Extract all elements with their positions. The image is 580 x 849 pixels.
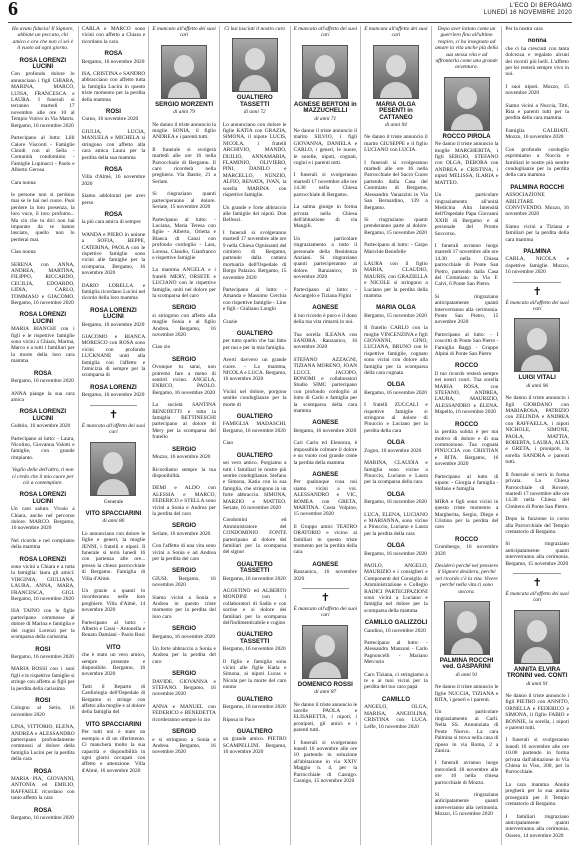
notice-text: Per la nostra cara xyxy=(505,26,543,32)
notice-text: Lo annunciano con dolore le figlie KATIA con GRAZIA, SIMONA, il nipote LUCIS, NICOLA, i fratelli ARCHIVIO, MANDO, DUILIO, ANNAMARIA, FLAMINIO, OLIVIERO, PINI, DANILO e MARCELLO, NUNZIO, ALFIO, RENATA, IVAN, la sorella MARINA con rispettive famiglie. xyxy=(222,121,287,199)
deceased-name: GUALTIERO xyxy=(236,413,273,421)
section-divider xyxy=(302,588,350,589)
notice-text: Con l'affetto di una vita sono vicini a Sonia e ad Andrea per la perdita del caro xyxy=(152,543,216,562)
notice-text: Ci hai lasciati il nostro caro xyxy=(224,26,286,32)
notice-text: Partecipano al lutto: - Laura, Nicolino, Giovanna Valotti e famiglie, con grande rimpianto. xyxy=(11,435,75,461)
deceased-name: GUALTIERO TASSETTI xyxy=(236,631,273,645)
notice-text: È mancata all'affetto dei suoi cari xyxy=(505,590,569,604)
notice-text: Il figlio e famiglia sono vicini alle figlie Katia e Simona, ai nipoti Lucas e Nicola per la morte del caro nonno xyxy=(222,658,287,691)
notice-text: DARIO LORELLA e famiglia ricordano Lucini nel ricordo della loro mamma xyxy=(81,282,146,302)
deceased-name: ROSA LORENZI LUCINI xyxy=(19,491,67,505)
notice-text: di anni 91 xyxy=(526,680,549,687)
notice-text: Partecipano al lutto: - Luciana, Maria Teresa con figlie - Alberto, Orietta e Blanca di Canzi con profondo cordoglio - Lara, Lorena, Claudio, Gianfranco e rispettive famiglie xyxy=(152,216,216,261)
page-header xyxy=(8,0,572,23)
notice-text: Un forte abbraccio a Sonia e Andrea per la perdita del caro xyxy=(152,646,216,665)
notice-text: MARIA ROSSI con i suoi figli e le rispettive famiglie si stringe con affetto ai figli per la perdita della carissima xyxy=(11,666,75,692)
deceased-name: ROSI xyxy=(35,645,51,653)
notice-text: Bergamo, 16 novembre 2020 xyxy=(222,646,286,653)
column-3 xyxy=(148,26,219,845)
notice-text: Bergamo, 16 novembre 2020 xyxy=(152,633,216,640)
deceased-name: MARIA OLGA PESENTI in CATTANEO xyxy=(376,100,416,121)
issue-date: LUNEDÌ 16 NOVEMBRE 2020 xyxy=(483,10,572,16)
deceased-name: SERGIO xyxy=(172,304,197,312)
notice-text: Un particolare ringraziamento all'unità Medicina Alta Intensità dell'Ospedale Papa Giovanni XXIII di Bergamo e al personale del Pronto Soccorso. xyxy=(434,192,499,237)
notice-text: Partecipano al lutto: Lilli Calore Visconti - Famiglie Chiodi con al Sella - Comunità condominio - Famiglie Lupinacci - Paolo e Alberto Gerosa xyxy=(11,135,75,174)
notice-text: PAOLO, ANGELO, MAURIZIO e i consiglieri e Componenti del Consiglio di Amministrazione e Collegio RADICI PARTECIPAZIONI sono vicini a Luciano e famiglia nel dolore per la scomparsa della mamma xyxy=(364,562,428,614)
notice-text: È mancato all'affetto dei suoi cari xyxy=(152,26,216,39)
notice-text: Ne danno il triste annuncio il marito GIUSEPPE e il figlio LUCIANO con LUCIA. xyxy=(364,134,428,154)
cross-icon: ✝ xyxy=(108,408,119,421)
deceased-name: PALMINA ROCCHI ved. GASPARINI xyxy=(439,657,494,671)
notice-text: Bergamo, 16 novembre 2020 xyxy=(364,389,427,396)
notice-text: Ne danno il triste annuncio la moglie SONIA, il figlio ANDREA e i parenti tutti. xyxy=(152,121,216,141)
notice-text: il tuo ricordo è puro e il dono della tua vita rimarrà in noi. xyxy=(293,312,358,326)
notice-text: un grande amico. PIETRO SCAMPELLINI. Bergamo, 16 novembre 2020 xyxy=(222,736,287,756)
notice-text: I funerali si svolgeranno martedì 17 novembre alle ore 14.30 nella Chiesa parrocchiale di Bergamo. xyxy=(293,172,358,198)
notice-text: di anni 71 xyxy=(314,115,337,122)
notice-text: I funerali si svolgeranno martedì alle ore 16 nella Parrocchiale del Sacro Cuore partendo dalla Casa del Commiato di Bergamo, Alessandro Vanazzini in Via San Bernardino, 139 a Bergamo. xyxy=(364,159,428,211)
notice-text: Si ringraziano anticipatamente quanti interverranno alla cerimonia. Mozzo, 15 novembre 2020 xyxy=(434,791,499,818)
notice-text: Con profondo dolore lo annunciano i figli CHIARA, MARINA, MARCO, LUISA, FRANCESCA e LAURA. I funerali si terranno martedì 17 novembre alle ore 10 al Tempio Votivo in Via Matris. Bergamo, 16 novembre 2020 xyxy=(11,71,75,129)
notice-text: Si ringraziano quanti prenderanno parte al dolore. Bergamo, 15 novembre 2020 xyxy=(364,216,428,236)
deceased-name: ROSA xyxy=(33,767,52,775)
notice-text: Un caro saluto. Vivaio a Chiara, anche nel percorso dolore. MARCO. Bergamo, 16 novembre 2020 xyxy=(11,506,75,532)
notice-text: È mancata all'affetto dei suoi cari xyxy=(293,26,358,39)
portrait-photo xyxy=(302,625,348,679)
notice-text: Desiderò perché nel pensiero il Signore desidera, perché nel ricordo c'è la vita. Vivere perché nella vita ci sono ancora. xyxy=(434,563,499,595)
deceased-name: VITO xyxy=(106,643,121,651)
deceased-name: SERGIO xyxy=(172,670,197,678)
notice-text: Ricordiamo sempre la tua disponibilità. xyxy=(152,466,216,479)
notice-text: Caro Tiziana, ci stringiamo a te e ai tuoi vicini per la perdita del tuo caro papà xyxy=(364,671,428,691)
notice-text: I funerali avranno luogo mercoledì 18 novembre alle ore 10 nella chiesa parrocchiale di Mozzo. xyxy=(434,760,499,786)
newspaper-name: L'ECO DI BERGAMO xyxy=(509,3,572,9)
notice-text: Si ringraziano quanti parteciperanno al dolore. Seriate, 15 novembre 2020 xyxy=(152,191,216,211)
notice-text: Bergamo, 16 novembre 2020 xyxy=(11,653,74,660)
notice-text: Il Gruppo amici TEATRO ORATORIO e vicino ai familiari in questo triste momento per la perdita della cara xyxy=(293,523,358,556)
notice-text: ISA TAINO con le figlie partecipano commosse al dolore di Marina e famiglia e dei cugini Lorenzi per la scomparsa della carissima xyxy=(11,608,75,641)
notice-text: Si ringraziano anticipatamente quanti interverranno alla cerimonia. Ponte San Pietro, 15 novembre 2020 xyxy=(434,293,499,326)
notice-text: DEMI e ALDO con ALESSIA e MARCO, FEDERICO e STELLA sono vicini a Sonia e Andrea per la perdita del caro xyxy=(152,485,216,517)
deceased-name: ROSA LORENZI xyxy=(90,383,137,391)
notice-text: Siamo vicini a Sonia e Andrea in questo triste momento per la perdita del loro caro xyxy=(152,594,216,620)
notice-text: Seriate, 16 novembre 2020 xyxy=(152,530,211,537)
notice-text: GIULIA, LUCIA, MANUELA e MICHELA si stringono con affetto alla cara amica Laura per la perdita della sua mamma xyxy=(81,128,146,161)
notice-text: Ciao zio xyxy=(152,344,171,351)
notice-text: Ovunque tu sarai, non potremo fare a meno di sentirti vicino. ANGELA, ENRICO, PAOLO. Bergamo, 16 novembre 2020 xyxy=(152,364,216,396)
deceased-name: SERGIO xyxy=(172,625,197,633)
notice-text: LUCA, ELENA, LUCIANO e MARIANNA, sono vicine a Pinuccio, Luciano e Laura per la perdita della cara xyxy=(364,511,428,537)
notice-text: le persone non si perdono mai se le hai nel cuore. Puoi perdere la loro presenza, la loro voce, il loro profumo... Ma ciò che tu dici non hai imparato da te hanno lasciato, quello non lo perderai mai. xyxy=(11,191,75,243)
notice-text: sei vero amico. Porgiamo a tutti i familiari le nostre più sentite condoglianze. Stefano e Simona, Katia con la sua famiglia, che stringono in un forte abbraccio. SIMONA, MARZIO e MATTEO. Seriate, 16 novembre 2020 xyxy=(222,460,287,511)
notice-text: la più cara amica di sempre xyxy=(81,219,141,226)
notice-text: Ciao nonna xyxy=(11,249,36,256)
notice-text: che è stato un vero amico, sempre presente e disponibile. Bergamo, 16 novembre 2020 xyxy=(81,652,146,678)
deceased-name: ROCCO xyxy=(455,420,479,428)
notice-text: di anni 80 xyxy=(102,518,125,525)
notice-text: DAVIDE, GIOVANNA e STEFANO. Bergamo, 16 novembre 2020 xyxy=(152,678,216,698)
deceased-name: OLGA xyxy=(387,381,405,389)
notice-text: si stringono con affetto alla moglie Sonia e al figlio Andrea. Bergamo, 16 novembre 2020 xyxy=(152,312,216,338)
notice-text: Siamo addolorati per aver perso xyxy=(81,193,146,206)
portrait-photo xyxy=(373,45,419,99)
notice-text: Zogno, 16 novembre 2020 xyxy=(364,447,422,454)
notice-text: Cari Carlo ed Eleonora, è impossibile colmare il dolore e un vuoto così grande come la perdita della mamma xyxy=(293,440,358,466)
deceased-name: ROSA LORENZI LUCINI xyxy=(19,56,67,71)
notice-text: Famiglia GALBIATI. Mozzo, 16 novembre 2020 xyxy=(505,127,569,141)
notice-text: GIACOMO e BIANCA MORESCO con ROSA sono vicini con profondo LUCKNANE uniti alla famiglia con l'affetto e l'amicizia di sempre per la scomparsa di xyxy=(81,334,146,379)
notice-text: Riposa in Pace xyxy=(222,716,255,723)
notice-text: Generale xyxy=(103,498,124,505)
notice-text: I funerali si svolgeranno martedì 17 novembre alle ore 9 nella Chiesa Ognissanti del cimitero di Bergamo, partendo dalla camera mortuaria dell'Ospedale di Borgo Palazzo. Bergamo, 15 novembre 2020 xyxy=(222,229,287,281)
notice-text: GIUSI. Bergamo, 16 novembre 2020 xyxy=(152,575,216,589)
notice-text: STEFANO AZZAGNI, TIZIANA MORENO, JOAN LUCCI, JACOPO, BONOMI e collaboratori Studio SIMC partecipano con profondo cordoglio al lutto di Carlo e famiglia per la scomparsa della cara mamma xyxy=(293,356,358,415)
deceased-name: SERGIO xyxy=(172,355,197,363)
deceased-name: ROCCO PIROLA xyxy=(442,132,491,140)
notice-text: Grumbergo, 16 novembre 2020 xyxy=(434,544,499,557)
notice-text: LAURA con il figlio MARIA, CLAUDIO, MAURIS, con GRAZIELLA e NICOLE si stringono a Luciano per la perdita della mamma xyxy=(364,260,428,299)
deceased-name: PALMINA xyxy=(523,247,552,255)
notice-text: Si ringraziano anticipatamente quanti interverranno alla cerimonia. Bergamo, 15 novembre 2020 xyxy=(505,541,569,567)
cross-icon: ✝ xyxy=(532,576,542,589)
portrait-photo xyxy=(232,38,278,92)
deceased-name: GUALTIERO TASSETTI xyxy=(236,560,273,575)
notice-text: SERENA con ANNA, ANDREA, MARTINA, FILIPPO, RICCARDO, CECILIA, EDOARDO, LIDIA, CARLO, TOMMASO e GIACOMO. Bergamo, 16 novembre 2020 xyxy=(11,261,75,307)
deceased-name: GUALTIERO TASSETTI xyxy=(236,94,273,108)
deceased-name: CAMILLO GALIZZOLI xyxy=(364,619,428,627)
notice-text: Gubbio, 16 novembre 2020 xyxy=(11,423,71,430)
notice-text: La cara mamma Annita pregherà per la sua anima proseguirà per il Tempio crematorio di Bergamo. xyxy=(505,781,569,808)
column-1 xyxy=(8,26,78,845)
notice-text: Per qualunque cosa noi siamo vicini a voi. ALESSANDRO e VIC, ROMEA con GRETA, MARTINA. Costa Volpino, 15 novembre 2020 xyxy=(293,479,358,518)
notice-text: di anni 72 xyxy=(243,109,266,116)
notice-text: Partecipano al lutto: - Amanda e Massimo Cerchia con rispettive famiglie - Lino e figli - Giuliano Longhi xyxy=(222,286,287,313)
notice-text: Partecipano al lutto di nipote: - Giorgia e famiglia - Stefano e famiglia xyxy=(434,473,499,493)
portrait-photo xyxy=(444,601,490,655)
deceased-name: AGNESE xyxy=(312,560,339,568)
notice-text: Bergamo, 16 novembre 2020 xyxy=(364,550,427,557)
notice-text: La società SANTINA BENEDETTI e tutta la famiglia BETTINESCHI partecipano al dolore di Mery per la scomparsa del fratello xyxy=(152,402,216,441)
deceased-name: ANNITA ELVIRA TRONINI ved. CONTI xyxy=(506,665,568,680)
notice-text: La salma giunge in forma privata nella Chiesa dell'abitazione di via Mangili. xyxy=(293,204,358,230)
deceased-name: LUIGI VITALI xyxy=(518,374,556,382)
deceased-name: ROSI xyxy=(35,696,51,704)
notice-text: Ne danno il triste annuncio i figli GIORDANO con MARIAROSA, PATRIZIO con ZELINDA e ANDREA con RAFFAELLA, i nipoti NICHOLE, SIMONE, PAOLA, MATTIA, ROBERTA, LAURA, ALEX e GRETA, i pronipoti, la sorella SANDRA e parenti tutti. xyxy=(505,395,569,466)
notice-text: Un grande e forte abbraccio alle famiglie dei nipoti. Don Bellusci. xyxy=(222,204,287,224)
page-number: 6 xyxy=(8,0,18,20)
deceased-name: nonna xyxy=(527,37,547,45)
notice-text: Averti davvero un grande cuore. - La mamma, NICOLA e LUCA. Bergamo, 16 novembre 2020 xyxy=(222,357,287,383)
notice-text: Vicini nel dolore, porgono sentite condoglianze per la morte di xyxy=(222,388,287,408)
notice-text: che ci ha cresciuti con tanta dolcezza e regalato alcuni dei ricordi più belli. L'affetto per lei resterà sempre vivo in noi. xyxy=(505,45,569,78)
notice-text: Bergamo, 16 novembre 2020 xyxy=(222,575,286,582)
column-2 xyxy=(78,26,149,845)
notice-text: AGOSTINO ed ALBERTO MONDINI con i collaboratori di Sadin e con sorrise e si dolore dei familiari per la scomparsa dell'indimenticabile e cugino xyxy=(222,588,287,627)
notice-text: I funerali si svolgeranno lunedì 16 novembre alle ore 10.00 partendo in forma privata dall'abitazione in Via Chiesa in Viso, 200, per la Parrocchiale. xyxy=(505,737,569,776)
deceased-name: SERGIO xyxy=(172,522,197,530)
notice-text: Bergamo, 16 novembre 2020 xyxy=(364,499,427,506)
notice-text: Bergamo, 16 novembre 2020 xyxy=(11,815,74,822)
notice-text: Bergamo, 16 novembre 2020 xyxy=(81,321,145,328)
section-divider xyxy=(513,282,561,283)
notice-text: MARIA PIA, GIOVANNI, ANTONIA ed EMILIO, RAFFAELE ricordano con tanto affetto la cara xyxy=(11,776,75,802)
deceased-name: ROSA LORENZI LUCINI xyxy=(19,311,67,325)
notice-text: LINA, VITTORIO, ELENA, ANDREA e ALESSANDRO partecipano profondamente commossi al dolore della famiglia Lucini per la perdita della cara xyxy=(11,724,75,763)
notice-text: È mancata all'affetto dei suoi cari xyxy=(364,26,428,39)
deceased-name: PALMINA ROCCHI xyxy=(510,183,564,191)
notice-text: FAMIGLIA MADASCHI. Bergamo, 16 novembre 2020 xyxy=(222,421,287,434)
deceased-name: ROSI xyxy=(105,108,121,116)
notice-text: ANNA e MANUEL con FEDERICO e BENEDETTA ricorderanno sempre lo zio xyxy=(152,703,216,723)
column-7 xyxy=(431,26,502,845)
notice-text: Bergamo, 16 novembre 2020 xyxy=(81,58,145,65)
portrait-photo xyxy=(161,45,207,99)
notice-text: di anni 91 xyxy=(455,671,478,678)
notice-text: I suoi nipoti. Mozzo, 15 novembre 2020 xyxy=(505,83,569,97)
notice-text: per tutto quello che hai fatto per noi e per la mia famiglia. xyxy=(222,338,287,351)
notice-text: ISA, CRISTINA e SANDRO abbracciano con affetto tutta la famiglia Lucini in questo triste momento per la perdita della mamma xyxy=(81,71,146,103)
notice-text: Ne danno il triste annuncio il marito SILVIO, i figli GIOVANNA, DANIELA e CARLO, i generi, le nuore, le sorelle, nipoti, cognati, cugini e i parenti tutti. xyxy=(293,128,358,167)
notice-text: Partecipano al lutto: - Arcangelo e Tiziana Figini xyxy=(293,286,358,299)
deceased-name: ROSA LORENZI LUCINI xyxy=(90,306,137,321)
deceased-name: AGNESE BERTONI in MAZZUCHELLI xyxy=(293,100,357,115)
notice-text: Ho avuto fiducia! Il Signore, abbiate un peccato, chi amico e ora che non ci sei è il vuoto ad ogni giorno. xyxy=(11,26,74,52)
deceased-name: SERGIO MORZENTI xyxy=(155,100,214,108)
notice-text: Partecipano al lutto: - Alberto e Cassi - Antonella e Renato Damiani - Paolo Bosi xyxy=(81,619,146,639)
portrait-photo xyxy=(90,442,136,496)
deceased-name: OLGA xyxy=(387,490,405,498)
notice-text: Un grazie a quanti lo ricorderanno nelle loro preghiere. Villa d'Almè, 14 novembre 2020 xyxy=(81,587,146,614)
deceased-name: DOMENICO ROSSI xyxy=(297,680,353,688)
notice-text: di anni 96 xyxy=(526,382,549,389)
notice-text: Villa d'Almè, 16 novembre 2020 xyxy=(81,174,146,187)
notice-text: Curno, 16 novembre 2020 xyxy=(81,116,139,123)
notice-text: Bergamo, 16 novembre 2020 xyxy=(293,427,357,434)
notice-text: Mozzo, 16 novembre 2020 xyxy=(152,454,211,461)
notice-text: Partecipano al lutto: - I coscritti di Ponte San Pietro - Famiglia Baggi - Gruppo Alpini di Ponte San Pietro xyxy=(434,331,499,358)
deceased-name: ROSA LORENZI LUCINI xyxy=(19,408,67,422)
notice-text: I fratelli ZUCCALI e rispettive famiglie si stringono al dolore di Pinuccio e Luciano per la perdita della cara xyxy=(364,402,428,434)
notice-text: È mancato all'affetto dei suoi cari xyxy=(81,422,146,436)
deceased-name: ROCCO xyxy=(455,362,479,370)
section-divider xyxy=(90,405,138,406)
notice-text: ANNA piange la sua cara amica xyxy=(11,390,75,403)
deceased-name: SERGIO xyxy=(172,728,197,736)
notice-text: Il tuo ricordo resterà sempre nei nostri cuori. Tua sorella MARIA ROSA, con STEFANO, ANDREA, LAURA, MAURIZIO, ALESSANDRO e ELENA. Mapello, 16 novembre 2020 xyxy=(434,370,499,416)
column-8 xyxy=(501,26,572,845)
notice-text: Ne danno il triste annuncio la moglie MARGHERITA, i figli SERGIO, STEFANO con OLGA, DEBORA con ANDREA e CRISTINA, i nipoti MELISSA, ILARIA e MATTEO. xyxy=(434,141,499,186)
deceased-name: VITO SPACCIARINI xyxy=(85,509,142,517)
column-5 xyxy=(290,26,361,845)
notice-text: Tutti il Reparto di Cardiologia dell'Ospedale di Bergamo si stringe con affetto alla moglie e al dolore della famiglia del xyxy=(81,683,146,716)
cross-icon: ✝ xyxy=(320,592,330,604)
notice-text: Lo annunciano con dolore le figlie e generi, la moglie JENNI, i fratelli e nipoti. Il funerale si terrà lunedì 16 con partenza alle ore... presso la chiesa parrocchiale di Bergamo. Famiglia di Villa d'Almè. xyxy=(81,530,146,582)
notice-text: I funerali avranno luogo martedì 17 novembre alle ore 14.30 nella Chiesa parrocchiale di Ponte San Pietro, partendo dalla Casa del Commiato in Via F. Calvi, 6 Ponte San Pietro. xyxy=(434,242,499,288)
deceased-name: SERGIO xyxy=(172,445,197,453)
portrait-photo xyxy=(302,45,348,99)
notice-text: e si stringono a Sonia e Andrea. Bergamo, 16 novembre 2020 xyxy=(152,736,216,756)
notice-text: Il fratello CARLO con la moglie VINCENZINA e figli GIOVANNI, GINO, LUCIANA, BRUNO con le rispettive famiglie, cognato sono vicini con dolore alla famiglia per la scomparsa della cara cognata xyxy=(364,325,428,377)
notice-text: MARIA BIANCHI con i figli e le rispettive famiglie sono vicini a Chiara, Marina, Marco e a tutti i familiari per la morte della loro cara mamma xyxy=(11,326,75,365)
section-divider xyxy=(513,573,561,574)
notice-text: Nel ricordo e nel compianto della mamma xyxy=(11,537,75,551)
deceased-name: AGNESE xyxy=(312,470,339,478)
deceased-name: ROSA xyxy=(104,165,123,173)
deceased-name: GUALTIERO xyxy=(236,330,273,337)
notice-text: WANDA e PIERO in unione a SOFIA, BEPPE, CATERINA, PAOLA con le rispettive famiglie sono vicini alle famiglie per la scomparsa. Bergamo, 16 novembre 2020 xyxy=(81,231,146,277)
notice-text: Dopo la funzione in corso alla Parrocchiale del Tempio crematorio di Bergamo. xyxy=(505,516,569,535)
notice-text: Voglio delle dell'altro, ti non ci credo che il mio cuore per ciò a contemplare. xyxy=(11,467,74,486)
notice-text: Per tutti noi è stato un esempio e di un riferimento. Ci mancherà molto la sua capacità e disponibilità in ogni giorni occupati con affetto e attenzione. Villa d'Almè, 16 novembre 2020 xyxy=(81,729,146,774)
notice-text: CARLA e MARCO sono vicini con affetto a Chiara e ricordano la cara xyxy=(81,26,146,45)
deceased-name: OLGA xyxy=(387,542,405,550)
notice-text: sono vicini a Chiara e a tutta la famiglia: laura gli amici: VIRGINIA, GIULIANA, LAURA, ANNA, MARA, FRANCESCA, GIGI. Bergamo, 16 novembre 2020 xyxy=(11,564,75,603)
deceased-name: MARIA OLGA xyxy=(376,304,416,312)
cross-icon: ✝ xyxy=(532,285,542,298)
deceased-name: ROSA xyxy=(104,210,123,218)
deceased-name: ROCCO xyxy=(455,535,479,543)
notice-text: Un particolare ringraziamento ai Carli. Nella SS. Annunziata di Ponte Nuovo. La cara Palmina si trova nella casa di riposo in via Roma, 2 a Zanica. xyxy=(434,709,499,754)
notice-text: Partecipano al lutto: - Alessandro Manzoni - Carlo Pagnoncelli - Mariano Mercurio xyxy=(364,640,428,666)
notice-text: Siamo vicini a Tiziana e familiari per la perdita della cara mamma xyxy=(505,223,569,243)
notice-text: Condomini ed Amministratore del CONDOMINIO FONTE partecipano al dolore dei familiari per la scomparsa del signor xyxy=(222,517,287,556)
notice-text: di anni 94 xyxy=(385,122,407,129)
notice-text: La mamma ANGELA e i fratelli MERY, ORSETE e LUCIANO con le rispettive famiglie, uniti nel dolore per la scomparsa del caro xyxy=(152,267,216,299)
notice-text: Ne danno il triste annuncio le sorelle PAOLA e ELISABETTA, i nipoti, i pronipoti, gli amici e i parenti tutti. xyxy=(293,701,358,734)
notice-text: I funerali si svolgeranno lunedì 16 novembre alle ore 10 partendo in soluzione all'abitazione in via XXIV Maggio n. 4, per la Parrocchiale di Casnigo. Casnigo, 15 novembre 2020 xyxy=(293,739,358,785)
notice-text: Dopo aver lottato come un guerriero fino all'ultimo respiro, ci ha insegnato ad amare la vita anche più della sua stessa vita e ad affrontarla come una grande avventura. xyxy=(434,26,499,71)
notice-text: Bergamo, 15 novembre 2020 xyxy=(364,312,427,319)
notice-text: CARLA, NICOLA e rispettive famiglie. Mozzo, 16 novembre 2020 xyxy=(505,256,569,276)
notice-text: Ranzanico, 16 novembre 2020 xyxy=(293,569,358,582)
columns-container xyxy=(8,26,572,845)
notice-text: È mancato all'affetto dei suoi cari xyxy=(293,606,358,619)
notice-text: Bergamo, 16 novembre 2020 xyxy=(11,378,74,385)
notice-text: Ne danno il triste annuncio le figlie NUCCIA, TIZIANA e RITA, i generi e i parenti. xyxy=(434,684,499,704)
notice-text: Bergamo, 16 novembre 2020 xyxy=(222,704,286,711)
deceased-name: OLGA xyxy=(387,439,405,447)
masthead xyxy=(484,3,572,17)
portrait-photo xyxy=(444,77,490,131)
notice-text: Siamo vicini a Nuccia, Titti, Rita e parenti tutti per la perdita della cara mamma. xyxy=(505,102,569,122)
deceased-name: GUALTIERO xyxy=(236,695,273,703)
deceased-name: SERGIO xyxy=(172,567,197,575)
notice-text: Ne danno il triste annuncio i figli PIETRO con ANNITO, ORNELLA e FEDERICO e SIMONA, il figlio FABIO e BONNIE, la sorella, i nipoti e parenti tutti. xyxy=(505,693,569,732)
notice-text: la perdita subita è per noi motivo di dolore e di sua commozione. Tua cognata PINUCCIA con CRISTIAN e RITA. Bergamo, 16 novembre 2020 xyxy=(434,429,499,468)
notice-text: Un particolare ringraziamento a tutto il personale della Residenza Anziani. Si ringraziano quanti parteciperanno al dolore. Ranzanico, 16 novembre 2020 xyxy=(293,235,358,281)
deceased-name: CAMILLO xyxy=(381,695,411,703)
column-4 xyxy=(219,26,290,845)
notice-text: ANGELO, OLGA, MARISA, ANGIOLINA, CRISTINA con LUCA. Leffe, 16 novembre 2020 xyxy=(364,704,428,730)
notice-text: Ciao xyxy=(222,440,234,447)
notice-text: I familiari ringraziano anticipatamente quanti interverranno alla cerimonia. Ossero, 14 novembre 2020 xyxy=(505,813,569,839)
deceased-name: AGNESE xyxy=(312,304,339,312)
notice-text: Con profondo cordoglio esprimiamo a Nuccia e familiari le nostre più sentite condoglianze per la perdita della cara mamma xyxy=(505,146,569,179)
deceased-name: VITO SPACCIARINI xyxy=(85,720,142,728)
notice-text: Cologno al Serio, 16 novembre 2020 xyxy=(11,705,75,718)
deceased-name: GUALTIERO xyxy=(236,727,273,735)
deceased-name: AGNESE xyxy=(312,419,339,427)
notice-text: Grazie xyxy=(222,318,238,325)
notice-text: Tua sorella ILEANA con SANDRA. Ranzanico, 16 novembre 2020 xyxy=(293,331,358,351)
notice-text: È mancato all'affetto dei suoi cari xyxy=(505,299,569,312)
notice-text: MIRA e figli sono vicini in questo triste momento a Margherita, Sergio, Diego e Cristina per la perdita del caro xyxy=(434,498,499,531)
column-6 xyxy=(360,26,431,845)
notice-text: Partecipano al lutto: - Carpo Maricide Bennfelle xyxy=(364,242,428,255)
notice-text: Bergamo, 16 novembre 2020 xyxy=(81,392,145,399)
notice-text: Il funerale si svolgerà martedì alle ore 16 nella Parrocchiale di Bergamo. Il caro ricorderà nella preghiera. Via Bastie, 21 a Seriate. xyxy=(152,146,216,185)
notice-text: MARINA, CLAUDIA e famiglia sono vicine a Pinuccio, Luciano e Laura per la scomparsa della cara xyxy=(364,460,428,486)
notice-text: di anni 79 xyxy=(173,109,195,116)
deceased-name: ROSA xyxy=(33,806,52,814)
portrait-photo xyxy=(514,610,560,664)
notice-text: Cara nonna xyxy=(11,179,36,186)
deceased-name: ROSA xyxy=(104,50,123,58)
notice-text: di anni 87 xyxy=(314,689,337,696)
deceased-name: ROSA xyxy=(33,369,52,377)
deceased-name: GUALTIERO xyxy=(236,451,273,459)
notice-text: ASSOCIAZIONE ABILITARE CONVIVENDO. Mozzo, 16 novembre 2020 xyxy=(505,192,569,218)
portrait-photo xyxy=(514,318,560,372)
notice-text: Gandino, 16 novembre 2020 xyxy=(364,627,426,634)
deceased-name: ROSA LORENZI xyxy=(19,555,67,563)
notice-text: Il funerale si terrà in forma privata. La Chiesa Parrocchiale di Rovarè, martedì 17 novembre alle ore 14.30 nella Chiesa del Cimitero di Ponte San Pietro. xyxy=(505,471,569,510)
